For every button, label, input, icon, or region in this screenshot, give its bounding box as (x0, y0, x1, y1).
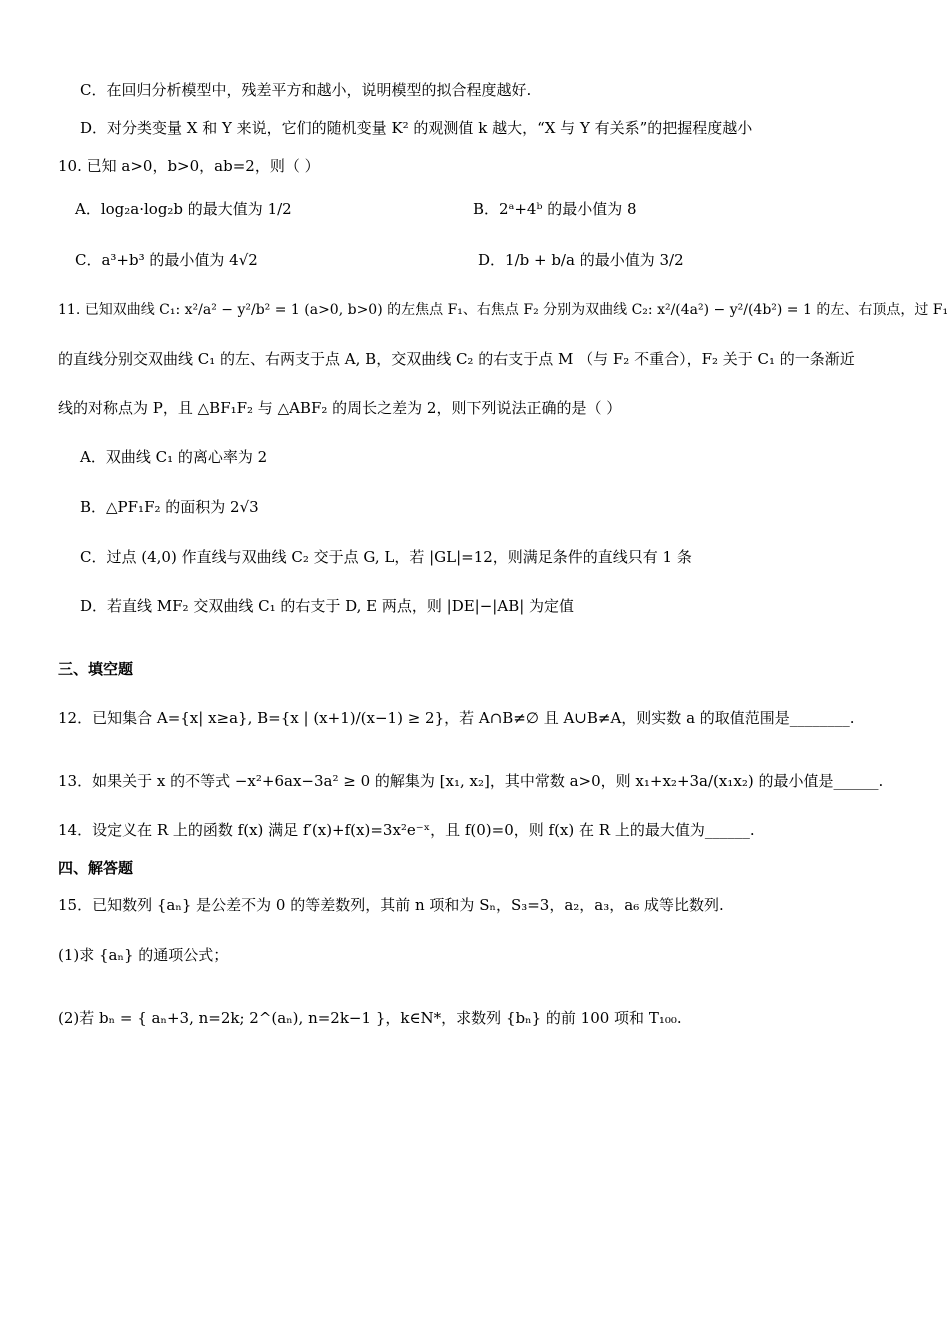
option-10d: D．1/b + b/a 的最小值为 3/2 (478, 251, 684, 269)
option-10b: B．2ᵃ+4ᵇ 的最小值为 8 (473, 200, 637, 218)
question-10-stem: 10. 已知 a>0，b>0，ab=2，则（ ） (58, 157, 320, 175)
option-9c: C．在回归分析模型中，残差平方和越小，说明模型的拟合程度越好. (80, 81, 532, 99)
question-11-line-3: 线的对称点为 P，且 △BF₁F₂ 与 △ABF₂ 的周长之差为 2，则下列说法正确的是（ ） (58, 399, 622, 417)
section-fill-in-title: 三、填空题 (58, 660, 134, 678)
question-15-part-2: (2)若 bₙ = { aₙ+3, n=2k; 2^(aₙ), n=2k−1 }，k∈N*，求数列 {bₙ} 的前 100 项和 T₁₀₀. (58, 1009, 682, 1027)
option-11d: D．若直线 MF₂ 交双曲线 C₁ 的右支于 D, E 两点，则 |DE|−|AB| 为定值 (80, 597, 575, 615)
option-10a: A．log₂a·log₂b 的最大值为 1/2 (75, 200, 292, 218)
option-10c: C．a³+b³ 的最小值为 4√2 (75, 251, 258, 269)
option-9d: D．对分类变量 X 和 Y 来说，它们的随机变量 K² 的观测值 k 越大，“X 与 Y 有关系”的把握程度越小 (80, 119, 753, 137)
question-11-line-2: 的直线分别交双曲线 C₁ 的左、右两支于点 A, B，交双曲线 C₂ 的右支于点 M （与 F₂ 不重合），F₂ 关于 C₁ 的一条渐近 (58, 350, 855, 368)
option-11c: C．过点 (4,0) 作直线与双曲线 C₂ 交于点 G, L，若 |GL|=12，则满足条件的直线只有 1 条 (80, 548, 692, 566)
question-11-line-1: 11. 已知双曲线 C₁: x²/a² − y²/b² = 1 (a>0, b>0) 的左焦点 F₁、右焦点 F₂ 分别为双曲线 C₂: x²/(4a²) − y²/(4b²) = 1 的左、右顶点，过 F₁ (58, 302, 949, 318)
option-11b: B．△PF₁F₂ 的面积为 2√3 (80, 498, 259, 516)
option-11a: A．双曲线 C₁ 的离心率为 2 (80, 448, 268, 466)
question-14: 14．设定义在 R 上的函数 f(x) 满足 f′(x)+f(x)=3x²e⁻ˣ，且 f(0)=0，则 f(x) 在 R 上的最大值为______. (58, 821, 755, 839)
question-15-stem: 15．已知数列 {aₙ} 是公差不为 0 的等差数列，其前 n 项和为 Sₙ，S₃=3，a₂，a₃，a₆ 成等比数列. (58, 896, 724, 914)
question-12: 12．已知集合 A={x| x≥a}, B={x | (x+1)/(x−1) ≥ 2}，若 A∩B≠∅ 且 A∪B≠A，则实数 a 的取值范围是________. (58, 709, 855, 727)
question-13: 13．如果关于 x 的不等式 −x²+6ax−3a² ≥ 0 的解集为 [x₁, x₂]，其中常数 a>0，则 x₁+x₂+3a/(x₁x₂) 的最小值是______. (58, 772, 884, 790)
section-answer-title: 四、解答题 (58, 859, 134, 877)
question-15-part-1: (1)求 {aₙ} 的通项公式； (58, 946, 229, 964)
